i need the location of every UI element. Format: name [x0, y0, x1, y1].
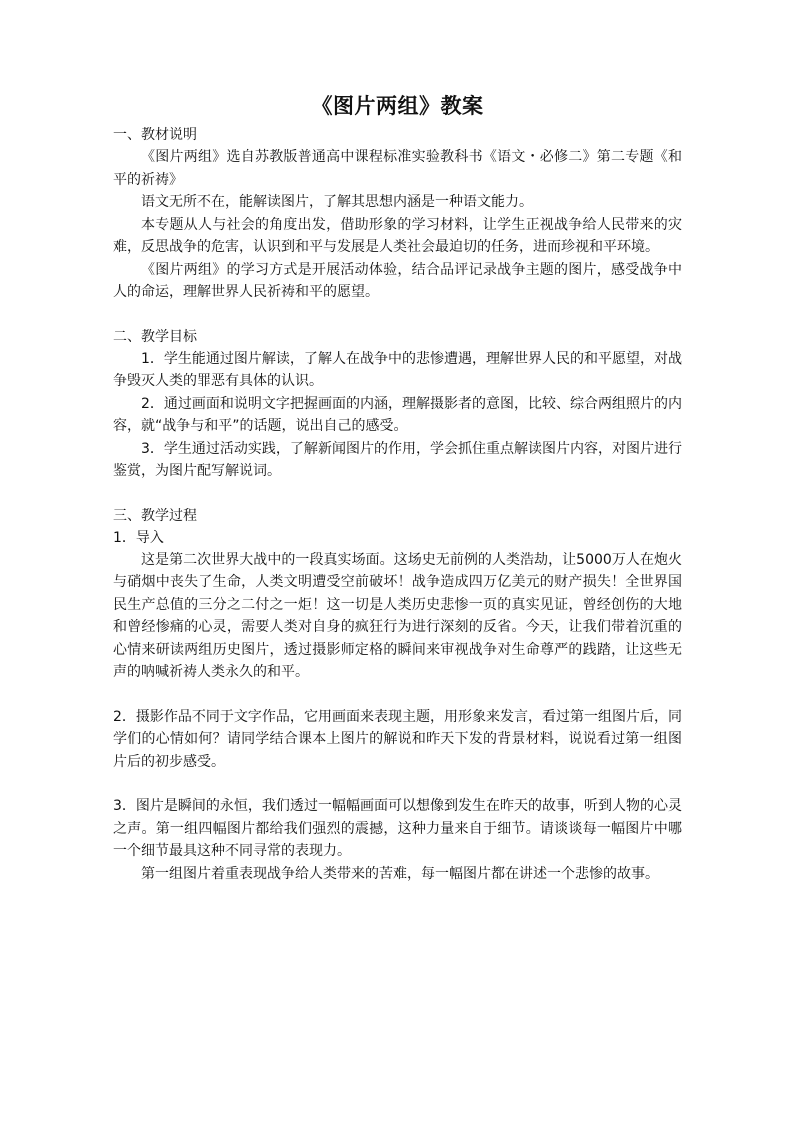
- paragraph: 3．学生通过活动实践，了解新闻图片的作用，学会抓住重点解读图片内容，对图片进行鉴赏，为图片配写解说词。: [113, 440, 682, 479]
- section-materials: [113, 124, 682, 304]
- paragraph: 2．摄影作品不同于文字作品，它用画面来表现主题，用形象来发言，看过第一组图片后，同学们的心情如何？请同学结合课本上图片的解说和昨天下发的背景材料，说说看过第一组图片后的初步感受。: [113, 708, 682, 770]
- spacer: [113, 773, 682, 795]
- section-process: [113, 505, 682, 886]
- section-heading: 三、教学过程: [113, 507, 197, 524]
- paragraph: 《图片两组》选自苏教版普通高中课程标准实验教科书《语文・必修二》第二专题《和平的祈祷》: [113, 149, 682, 188]
- sub-heading: 1．导入: [113, 529, 164, 546]
- spacer: [113, 304, 682, 326]
- spacer: [113, 483, 682, 505]
- paragraph: 本专题从人与社会的角度出发，借助形象的学习材料，让学生正视战争给人民带来的灾难，反思战争的危害，认识到和平与发展是人类社会最迫切的任务，进而珍视和平环境。: [113, 216, 682, 255]
- section-objectives: [113, 326, 682, 483]
- paragraph: 这是第二次世界大战中的一段真实场面。这场史无前例的人类浩劫，让5000万人在炮火与硝烟中丧失了生命，人类文明遭受空前破坏！战争造成四万亿美元的财产损失！全世界国民生产总值的三分之二付之一炬！这一切是人类历史悲惨一页的真实见证，曾经创伤的大地和曾经惨痛的心灵，需要人类对自身的疯狂行为进行深刻的反省。今天，让我们带着沉重的心情来研读两组历史图片，透过摄影师定格的瞬间来审视战争对生命尊严的践踏，让这些无声的呐喊祈祷人类永久的和平。: [113, 551, 682, 680]
- paragraph: 第一组图片着重表现战争给人类带来的苦难，每一幅图片都在讲述一个悲惨的故事。: [141, 865, 659, 882]
- paragraph: 2．通过画面和说明文字把握画面的内涵，理解摄影者的意图，比较、综合两组照片的内容，就“战争与和平”的话题，说出自己的感受。: [113, 395, 682, 434]
- paragraph: 《图片两组》的学习方式是开展活动体验，结合品评记录战争主题的图片，感受战争中人的命运，理解世界人民祈祷和平的愿望。: [113, 261, 682, 300]
- section-heading: 一、教材说明: [113, 127, 197, 143]
- paragraph: 3．图片是瞬间的永恒，我们透过一幅幅画面可以想像到发生在昨天的故事，听到人物的心灵之声。第一组四幅图片都给我们强烈的震撼，这种力量来自于细节。请谈谈每一幅图片中哪一个细节最具这种不同寻常的表现力。: [113, 798, 682, 859]
- paragraph: 语文无所不在，能解读图片，了解其思想内涵是一种语文能力。: [141, 194, 533, 210]
- spacer: [113, 684, 682, 706]
- paragraph: 1．学生能通过图片解读，了解人在战争中的悲惨遭遇，理解世界人民的和平愿望，对战争毁灭人类的罪恶有具体的认识。: [113, 350, 682, 389]
- section-heading: 二、教学目标: [113, 328, 197, 345]
- document-title: 《图片两组》教案: [311, 93, 484, 118]
